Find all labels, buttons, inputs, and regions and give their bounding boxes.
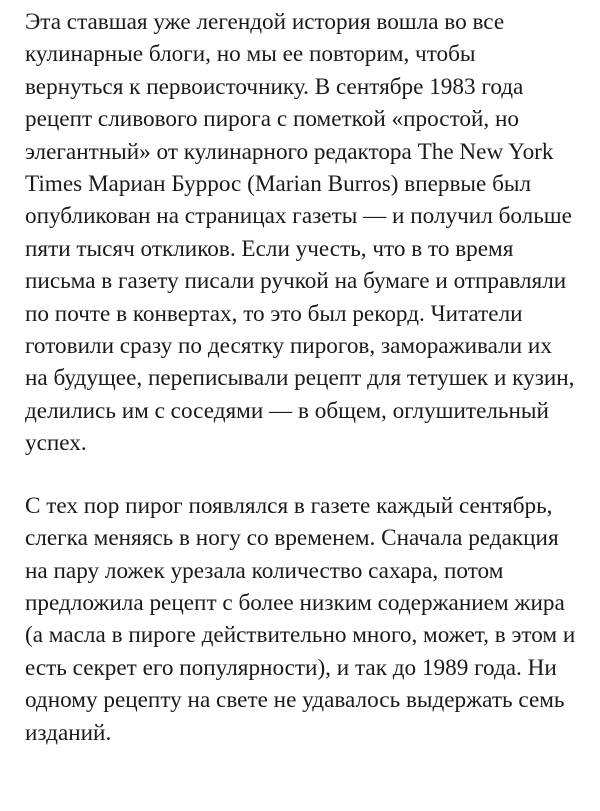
paragraph-editions: С тех пор пирог появлялся в газете каждый сентябрь, слегка меняясь в ногу со временем. Сначала редакция на пару ложек урезала количество сахара, потом предложила рецепт с более низким содержанием жира (а масла в пироге действительно много, может, в этом и есть секрет его популярности), и так до 1989 года. Ни одному рецепту на свете не удавалось выдержать семь изданий. [25, 492, 576, 746]
paragraph-history: Эта ставшая уже легендой история вошла во все кулинарные блоги, но мы ее повторим, чтобы вернуться к первоисточнику. В сентябре 1983 года рецепт сливового пирога с пометкой «простой, но элегантный» от кулинарного редактора The New York Times Мариан Буррос (Marian Burros) впервые был опубликован на страницах газеты — и получил больше пяти тысяч откликов. Если учесть, что в то время письма в газету писали ручкой на бумаге и отправляли по почте в конвертах, то это был рекорд. Читатели готовили сразу по десятку пирогов, замораживали их на будущее, переписывали рецепт для тетушек и кузин, делились им с соседями — в общем, оглушительный успех. [25, 9, 575, 457]
